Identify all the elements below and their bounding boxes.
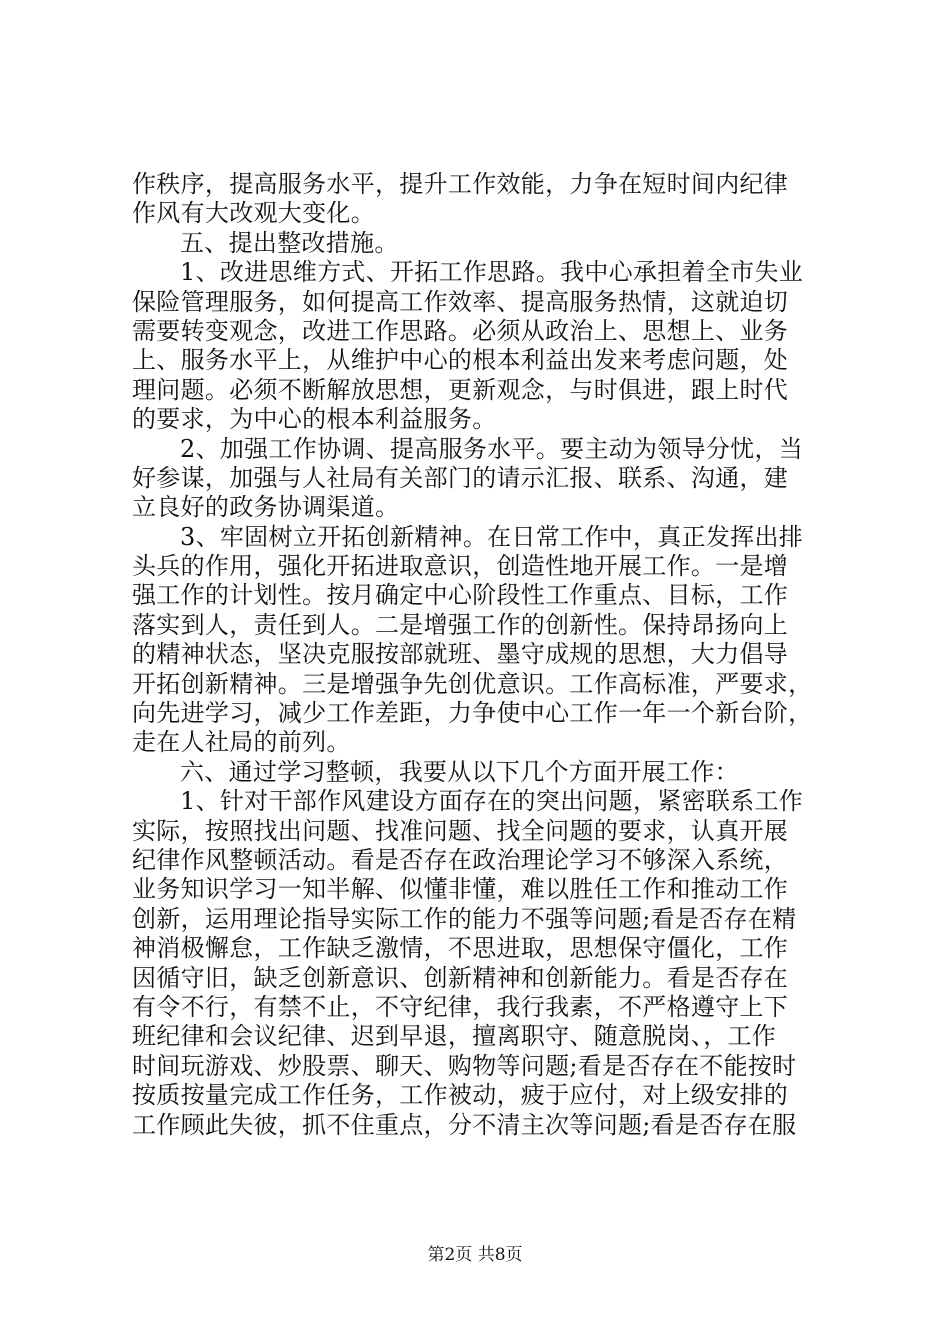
text-line: 因循守旧，缺乏创新意识、创新精神和创新能力。看是否存在 bbox=[132, 963, 789, 992]
text-line: 走在人社局的前列。 bbox=[132, 728, 351, 757]
text-line: 时间玩游戏、炒股票、聊天、购物等问题;看是否存在不能按时 bbox=[132, 1051, 797, 1080]
text-line: 上、服务水平上，从维护中心的根本利益出发来考虑问题，处 bbox=[132, 346, 789, 375]
text-line: 班纪律和会议纪律、迟到早退，擅离职守、随意脱岗、，工作 bbox=[132, 1022, 777, 1051]
text-line: 的精神状态，坚决克服按部就班、墨守成规的思想，大力倡导 bbox=[132, 640, 789, 669]
text-line: 需要转变观念，改进工作思路。必须从政治上、思想上、业务 bbox=[132, 316, 789, 345]
body-text bbox=[132, 170, 832, 1140]
text-line: 头兵的作用，强化开拓进取意识，创造性地开展工作。一是增 bbox=[132, 552, 789, 581]
text-line: 有令不行，有禁不止，不守纪律，我行我素，不严格遵守上下 bbox=[132, 992, 789, 1021]
paragraph-start-line: 3、牢固树立开拓创新精神。在日常工作中，真正发挥出排 bbox=[180, 522, 804, 551]
text-line: 向先进学习，减少工作差距，力争使中心工作一年一个新台阶， bbox=[132, 699, 813, 728]
text-line: 开拓创新精神。三是增强争先创优意识。工作高标准，严要求， bbox=[132, 669, 813, 698]
text-line: 强工作的计划性。按月确定中心阶段性工作重点、目标，工作 bbox=[132, 581, 789, 610]
text-line: 落实到人，责任到人。二是增强工作的创新性。保持昂扬向上 bbox=[132, 610, 789, 639]
text-line: 按质按量完成工作任务，工作被动，疲于应付，对上级安排的 bbox=[132, 1081, 789, 1110]
text-line: 实际，按照找出问题、找准问题、找全问题的要求，认真开展 bbox=[132, 816, 789, 845]
page-footer: 第2页 共8页 bbox=[427, 1245, 523, 1265]
text-line: 创新，运用理论指导实际工作的能力不强等问题;看是否存在精 bbox=[132, 904, 797, 933]
text-line: 作秩序，提高服务水平，提升工作效能，力争在短时间内纪律 bbox=[132, 170, 789, 198]
text-line: 作风有大改观大变化。 bbox=[132, 199, 375, 228]
paragraph-start-line: 1、针对干部作风建设方面存在的突出问题，紧密联系工作 bbox=[180, 787, 804, 816]
paragraph-start-line: 1、改进思维方式、开拓工作思路。我中心承担着全市失业 bbox=[180, 258, 804, 287]
text-line: 业务知识学习一知半解、似懂非懂，难以胜任工作和推动工作 bbox=[132, 875, 789, 904]
text-line: 理问题。必须不断解放思想，更新观念，与时俱进，跟上时代 bbox=[132, 375, 789, 404]
paragraph-start-line: 五、提出整改措施。 bbox=[180, 228, 399, 257]
text-line: 保险管理服务，如何提高工作效率、提高服务热情，这就迫切 bbox=[132, 287, 789, 316]
paragraph-start-line: 2、加强工作协调、提高服务水平。要主动为领导分忧，当 bbox=[180, 434, 804, 463]
text-line: 工作顾此失彼，抓不住重点，分不清主次等问题;看是否存在服 bbox=[132, 1110, 797, 1139]
text-line: 好参谋，加强与人社局有关部门的请示汇报、联系、沟通，建 bbox=[132, 463, 789, 492]
text-line: 立良好的政务协调渠道。 bbox=[132, 493, 400, 522]
text-line: 神消极懈怠，工作缺乏激情，不思进取，思想保守僵化，工作 bbox=[132, 934, 789, 963]
text-line: 纪律作风整顿活动。看是否存在政治理论学习不够深入系统， bbox=[132, 845, 789, 874]
text-line: 的要求，为中心的根本利益服务。 bbox=[132, 405, 497, 434]
paragraph-start-line: 六、通过学习整顿，我要从以下几个方面开展工作： bbox=[180, 757, 739, 786]
